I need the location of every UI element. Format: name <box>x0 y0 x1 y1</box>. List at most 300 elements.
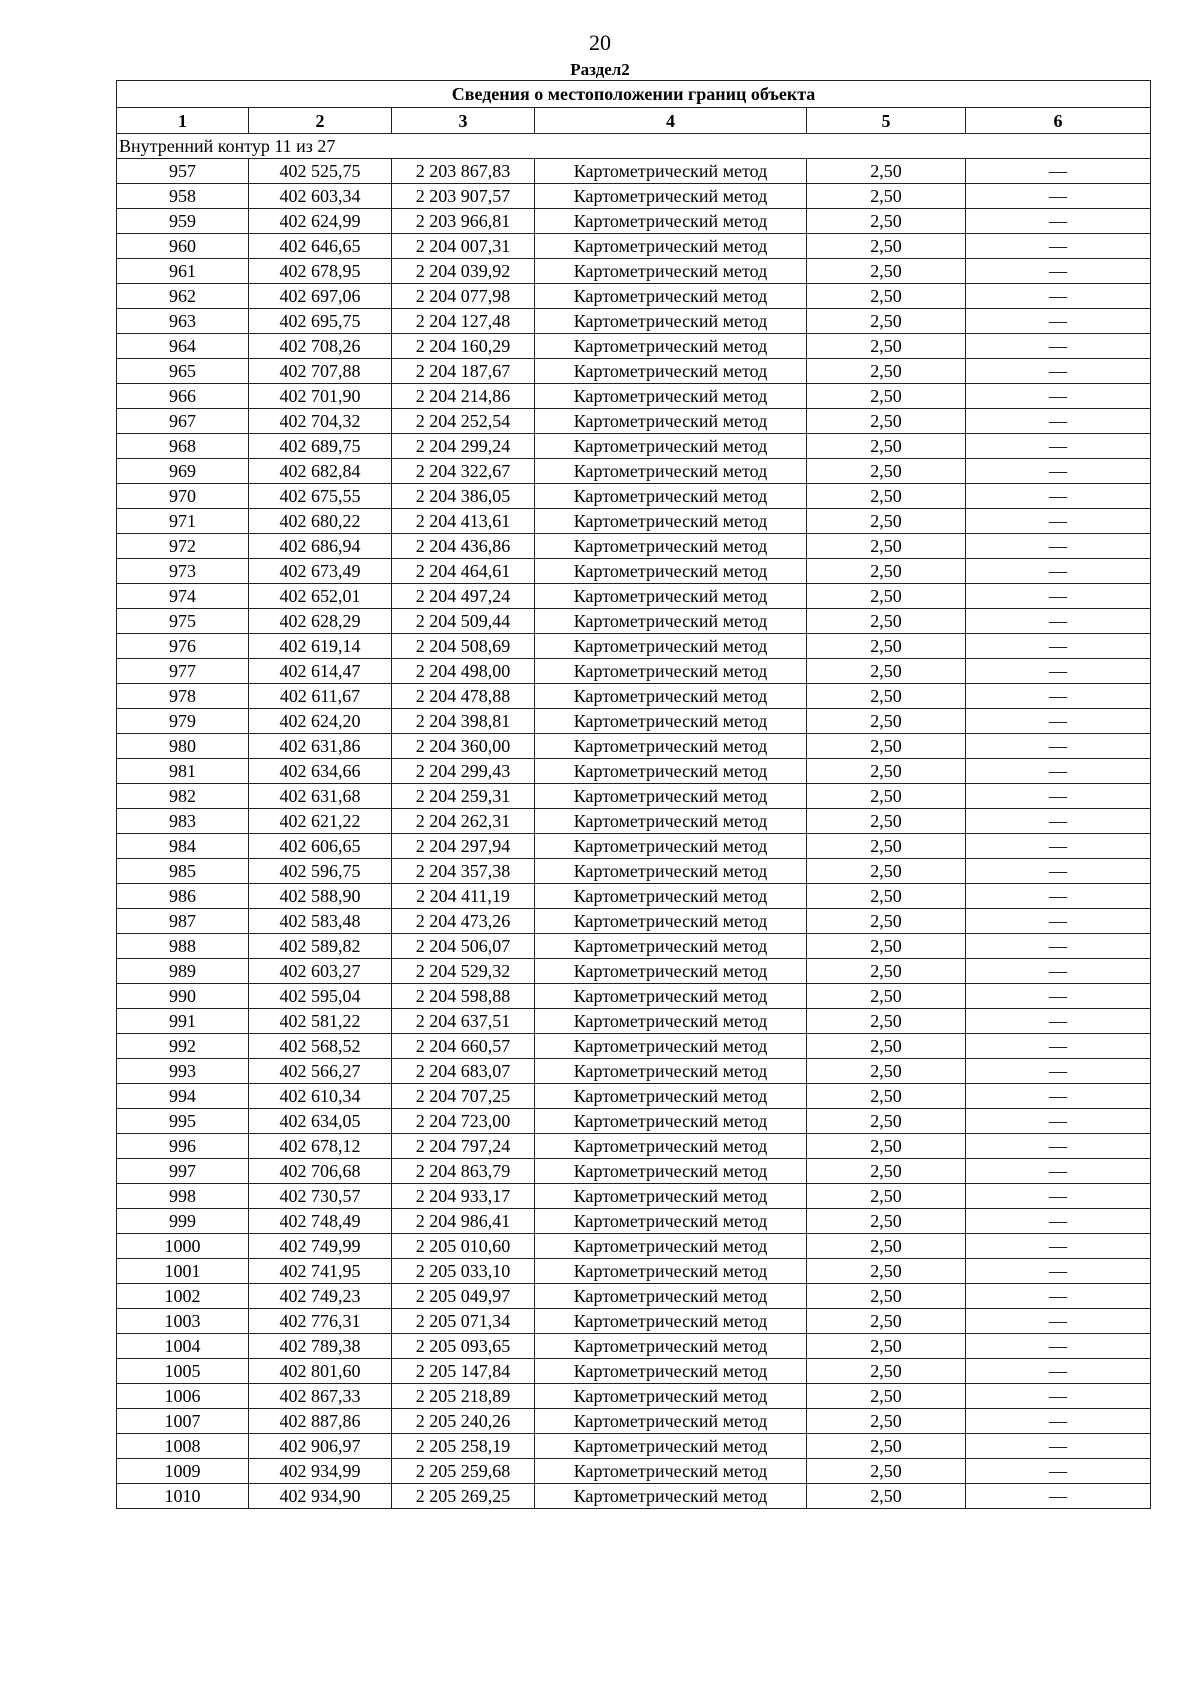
description: — <box>966 784 1151 809</box>
coordinate-y: 2 204 473,26 <box>392 909 535 934</box>
point-number: 993 <box>117 1059 249 1084</box>
coordinate-x: 402 701,90 <box>249 384 392 409</box>
accuracy-value: 2,50 <box>807 759 966 784</box>
table-row <box>117 409 1151 434</box>
coordinate-x: 402 678,95 <box>249 259 392 284</box>
coordinate-x: 402 611,67 <box>249 684 392 709</box>
coordinate-x: 402 624,99 <box>249 209 392 234</box>
table-row <box>117 884 1151 909</box>
accuracy-value: 2,50 <box>807 259 966 284</box>
table-row <box>117 1134 1151 1159</box>
determination-method: Картометрический метод <box>535 409 807 434</box>
accuracy-value: 2,50 <box>807 1234 966 1259</box>
table-row <box>117 1259 1151 1284</box>
accuracy-value: 2,50 <box>807 859 966 884</box>
point-number: 974 <box>117 584 249 609</box>
page-number: 20 <box>589 30 611 55</box>
point-number: 998 <box>117 1184 249 1209</box>
coordinate-y: 2 204 509,44 <box>392 609 535 634</box>
accuracy-value: 2,50 <box>807 634 966 659</box>
coordinate-x: 402 748,49 <box>249 1209 392 1234</box>
determination-method: Картометрический метод <box>535 809 807 834</box>
table-row <box>117 784 1151 809</box>
table-row <box>117 1434 1151 1459</box>
description: — <box>966 1284 1151 1309</box>
coordinate-y: 2 204 598,88 <box>392 984 535 1009</box>
description: — <box>966 209 1151 234</box>
coordinate-y: 2 204 259,31 <box>392 784 535 809</box>
table-row <box>117 259 1151 284</box>
point-number: 960 <box>117 234 249 259</box>
determination-method: Картометрический метод <box>535 934 807 959</box>
determination-method: Картометрический метод <box>535 184 807 209</box>
coordinate-y: 2 204 986,41 <box>392 1209 535 1234</box>
coordinate-y: 2 204 297,94 <box>392 834 535 859</box>
table-title-row <box>117 81 1151 108</box>
description: — <box>966 684 1151 709</box>
point-number: 989 <box>117 959 249 984</box>
table-row <box>117 284 1151 309</box>
column-number: 4 <box>535 108 807 134</box>
point-number: 965 <box>117 359 249 384</box>
point-number: 1004 <box>117 1334 249 1359</box>
coordinate-x: 402 697,06 <box>249 284 392 309</box>
coordinate-x: 402 634,05 <box>249 1109 392 1134</box>
table-row <box>117 934 1151 959</box>
coordinate-y: 2 205 240,26 <box>392 1409 535 1434</box>
coordinate-y: 2 204 127,48 <box>392 309 535 334</box>
accuracy-value: 2,50 <box>807 609 966 634</box>
table-row <box>117 1309 1151 1334</box>
point-number: 995 <box>117 1109 249 1134</box>
description: — <box>966 1459 1151 1484</box>
accuracy-value: 2,50 <box>807 1084 966 1109</box>
description: — <box>966 309 1151 334</box>
table-row <box>117 1159 1151 1184</box>
coordinate-y: 2 204 160,29 <box>392 334 535 359</box>
determination-method: Картометрический метод <box>535 209 807 234</box>
accuracy-value: 2,50 <box>807 1009 966 1034</box>
coordinate-x: 402 706,68 <box>249 1159 392 1184</box>
table-row <box>117 384 1151 409</box>
point-number: 976 <box>117 634 249 659</box>
accuracy-value: 2,50 <box>807 209 966 234</box>
determination-method: Картометрический метод <box>535 1009 807 1034</box>
determination-method: Картометрический метод <box>535 384 807 409</box>
point-number: 968 <box>117 434 249 459</box>
point-number: 957 <box>117 159 249 184</box>
determination-method: Картометрический метод <box>535 509 807 534</box>
description: — <box>966 1309 1151 1334</box>
point-number: 1003 <box>117 1309 249 1334</box>
table-row <box>117 634 1151 659</box>
coordinate-x: 402 730,57 <box>249 1184 392 1209</box>
description: — <box>966 634 1151 659</box>
determination-method: Картометрический метод <box>535 434 807 459</box>
accuracy-value: 2,50 <box>807 784 966 809</box>
accuracy-value: 2,50 <box>807 734 966 759</box>
point-number: 977 <box>117 659 249 684</box>
determination-method: Картометрический метод <box>535 1259 807 1284</box>
coordinate-y: 2 205 093,65 <box>392 1334 535 1359</box>
coordinate-y: 2 204 299,43 <box>392 759 535 784</box>
accuracy-value: 2,50 <box>807 909 966 934</box>
point-number: 982 <box>117 784 249 809</box>
table-row <box>117 359 1151 384</box>
point-number: 988 <box>117 934 249 959</box>
determination-method: Картометрический метод <box>535 984 807 1009</box>
point-number: 991 <box>117 1009 249 1034</box>
table-row <box>117 684 1151 709</box>
description: — <box>966 959 1151 984</box>
coordinate-y: 2 204 529,32 <box>392 959 535 984</box>
accuracy-value: 2,50 <box>807 934 966 959</box>
accuracy-value: 2,50 <box>807 1209 966 1234</box>
description: — <box>966 659 1151 684</box>
description: — <box>966 934 1151 959</box>
description: — <box>966 259 1151 284</box>
accuracy-value: 2,50 <box>807 684 966 709</box>
accuracy-value: 2,50 <box>807 509 966 534</box>
coordinate-y: 2 204 436,86 <box>392 534 535 559</box>
table-row <box>117 1334 1151 1359</box>
description: — <box>966 1409 1151 1434</box>
coordinate-y: 2 205 071,34 <box>392 1309 535 1334</box>
accuracy-value: 2,50 <box>807 1434 966 1459</box>
point-number: 981 <box>117 759 249 784</box>
table-row <box>117 1059 1151 1084</box>
determination-method: Картометрический метод <box>535 1459 807 1484</box>
determination-method: Картометрический метод <box>535 484 807 509</box>
point-number: 987 <box>117 909 249 934</box>
accuracy-value: 2,50 <box>807 959 966 984</box>
accuracy-value: 2,50 <box>807 1459 966 1484</box>
determination-method: Картометрический метод <box>535 909 807 934</box>
point-number: 986 <box>117 884 249 909</box>
description: — <box>966 284 1151 309</box>
determination-method: Картометрический метод <box>535 1334 807 1359</box>
determination-method: Картометрический метод <box>535 884 807 909</box>
coordinate-y: 2 205 033,10 <box>392 1259 535 1284</box>
point-number: 1002 <box>117 1284 249 1309</box>
table-row <box>117 759 1151 784</box>
table-row <box>117 1359 1151 1384</box>
coordinate-x: 402 603,34 <box>249 184 392 209</box>
determination-method: Картометрический метод <box>535 659 807 684</box>
accuracy-value: 2,50 <box>807 384 966 409</box>
coordinate-y: 2 204 683,07 <box>392 1059 535 1084</box>
determination-method: Картометрический метод <box>535 859 807 884</box>
table-header <box>117 81 1151 134</box>
coordinate-y: 2 204 398,81 <box>392 709 535 734</box>
accuracy-value: 2,50 <box>807 1309 966 1334</box>
determination-method: Картометрический метод <box>535 1084 807 1109</box>
coordinate-x: 402 675,55 <box>249 484 392 509</box>
coordinate-y: 2 204 214,86 <box>392 384 535 409</box>
table-row <box>117 209 1151 234</box>
point-number: 970 <box>117 484 249 509</box>
column-number: 5 <box>807 108 966 134</box>
coordinate-y: 2 203 867,83 <box>392 159 535 184</box>
table-row <box>117 984 1151 1009</box>
description: — <box>966 1109 1151 1134</box>
determination-method: Картометрический метод <box>535 1134 807 1159</box>
coordinate-x: 402 789,38 <box>249 1334 392 1359</box>
coordinate-y: 2 204 497,24 <box>392 584 535 609</box>
description: — <box>966 1384 1151 1409</box>
accuracy-value: 2,50 <box>807 1334 966 1359</box>
table-row <box>117 309 1151 334</box>
coordinate-x: 402 678,12 <box>249 1134 392 1159</box>
description: — <box>966 709 1151 734</box>
description: — <box>966 184 1151 209</box>
determination-method: Картометрический метод <box>535 1409 807 1434</box>
determination-method: Картометрический метод <box>535 1159 807 1184</box>
coordinate-y: 2 204 660,57 <box>392 1034 535 1059</box>
determination-method: Картометрический метод <box>535 1484 807 1509</box>
accuracy-value: 2,50 <box>807 1059 966 1084</box>
accuracy-value: 2,50 <box>807 1484 966 1509</box>
description: — <box>966 809 1151 834</box>
description: — <box>966 1234 1151 1259</box>
point-number: 985 <box>117 859 249 884</box>
column-number-row <box>117 108 1151 134</box>
description: — <box>966 409 1151 434</box>
description: — <box>966 359 1151 384</box>
description: — <box>966 584 1151 609</box>
table-row <box>117 534 1151 559</box>
point-number: 958 <box>117 184 249 209</box>
accuracy-value: 2,50 <box>807 184 966 209</box>
description: — <box>966 1434 1151 1459</box>
table-row <box>117 1284 1151 1309</box>
point-number: 969 <box>117 459 249 484</box>
description: — <box>966 734 1151 759</box>
point-number: 1010 <box>117 1484 249 1509</box>
description: — <box>966 859 1151 884</box>
coordinate-x: 402 631,86 <box>249 734 392 759</box>
point-number: 975 <box>117 609 249 634</box>
coordinate-x: 402 619,14 <box>249 634 392 659</box>
accuracy-value: 2,50 <box>807 984 966 1009</box>
table-row <box>117 159 1151 184</box>
description: — <box>966 484 1151 509</box>
accuracy-value: 2,50 <box>807 359 966 384</box>
determination-method: Картометрический метод <box>535 684 807 709</box>
point-number: 964 <box>117 334 249 359</box>
coordinate-x: 402 934,90 <box>249 1484 392 1509</box>
description: — <box>966 509 1151 534</box>
description: — <box>966 459 1151 484</box>
coordinate-x: 402 610,34 <box>249 1084 392 1109</box>
point-number: 994 <box>117 1084 249 1109</box>
table-row <box>117 1384 1151 1409</box>
table-row <box>117 734 1151 759</box>
coordinate-x: 402 614,47 <box>249 659 392 684</box>
point-number: 996 <box>117 1134 249 1159</box>
coordinate-y: 2 204 498,00 <box>392 659 535 684</box>
coordinate-x: 402 589,82 <box>249 934 392 959</box>
accuracy-value: 2,50 <box>807 309 966 334</box>
point-number: 963 <box>117 309 249 334</box>
table-row <box>117 834 1151 859</box>
coordinate-x: 402 776,31 <box>249 1309 392 1334</box>
determination-method: Картометрический метод <box>535 634 807 659</box>
description: — <box>966 1359 1151 1384</box>
point-number: 983 <box>117 809 249 834</box>
table-row <box>117 609 1151 634</box>
description: — <box>966 1009 1151 1034</box>
column-number: 3 <box>392 108 535 134</box>
point-number: 1009 <box>117 1459 249 1484</box>
determination-method: Картометрический метод <box>535 334 807 359</box>
description: — <box>966 434 1151 459</box>
accuracy-value: 2,50 <box>807 1034 966 1059</box>
determination-method: Картометрический метод <box>535 309 807 334</box>
point-number: 961 <box>117 259 249 284</box>
description: — <box>966 1209 1151 1234</box>
coordinate-y: 2 203 966,81 <box>392 209 535 234</box>
accuracy-value: 2,50 <box>807 409 966 434</box>
description: — <box>966 1134 1151 1159</box>
coordinate-y: 2 204 411,19 <box>392 884 535 909</box>
boundary-coordinates-table <box>116 80 1151 1509</box>
determination-method: Картометрический метод <box>535 1209 807 1234</box>
point-number: 967 <box>117 409 249 434</box>
table-row <box>117 1109 1151 1134</box>
coordinate-x: 402 741,95 <box>249 1259 392 1284</box>
coordinate-x: 402 595,04 <box>249 984 392 1009</box>
coordinate-x: 402 621,22 <box>249 809 392 834</box>
coordinate-y: 2 204 357,38 <box>392 859 535 884</box>
determination-method: Картометрический метод <box>535 709 807 734</box>
accuracy-value: 2,50 <box>807 1384 966 1409</box>
determination-method: Картометрический метод <box>535 734 807 759</box>
point-number: 990 <box>117 984 249 1009</box>
accuracy-value: 2,50 <box>807 809 966 834</box>
coordinate-y: 2 205 049,97 <box>392 1284 535 1309</box>
coordinate-y: 2 204 478,88 <box>392 684 535 709</box>
coordinate-y: 2 205 258,19 <box>392 1434 535 1459</box>
contour-row <box>117 134 1151 159</box>
table-row <box>117 1234 1151 1259</box>
determination-method: Картометрический метод <box>535 759 807 784</box>
description: — <box>966 1484 1151 1509</box>
coordinate-y: 2 205 269,25 <box>392 1484 535 1509</box>
description: — <box>966 609 1151 634</box>
point-number: 972 <box>117 534 249 559</box>
point-number: 978 <box>117 684 249 709</box>
point-number: 1001 <box>117 1259 249 1284</box>
table-body <box>117 134 1151 1509</box>
determination-method: Картометрический метод <box>535 259 807 284</box>
table-row <box>117 1184 1151 1209</box>
determination-method: Картометрический метод <box>535 284 807 309</box>
table-row <box>117 1484 1151 1509</box>
accuracy-value: 2,50 <box>807 284 966 309</box>
point-number: 1008 <box>117 1434 249 1459</box>
coordinate-x: 402 631,68 <box>249 784 392 809</box>
coordinate-x: 402 566,27 <box>249 1059 392 1084</box>
coordinate-x: 402 596,75 <box>249 859 392 884</box>
coordinate-x: 402 695,75 <box>249 309 392 334</box>
coordinate-y: 2 204 933,17 <box>392 1184 535 1209</box>
description: — <box>966 1059 1151 1084</box>
accuracy-value: 2,50 <box>807 884 966 909</box>
table-row <box>117 1084 1151 1109</box>
description: — <box>966 559 1151 584</box>
coordinate-y: 2 204 723,00 <box>392 1109 535 1134</box>
coordinate-x: 402 646,65 <box>249 234 392 259</box>
determination-method: Картометрический метод <box>535 1359 807 1384</box>
column-number: 6 <box>966 108 1151 134</box>
point-number: 962 <box>117 284 249 309</box>
coordinate-y: 2 204 413,61 <box>392 509 535 534</box>
coordinate-y: 2 205 147,84 <box>392 1359 535 1384</box>
point-number: 973 <box>117 559 249 584</box>
determination-method: Картометрический метод <box>535 1184 807 1209</box>
coordinate-y: 2 205 218,89 <box>392 1384 535 1409</box>
determination-method: Картометрический метод <box>535 559 807 584</box>
coordinate-y: 2 204 863,79 <box>392 1159 535 1184</box>
description: — <box>966 159 1151 184</box>
accuracy-value: 2,50 <box>807 159 966 184</box>
coordinate-x: 402 583,48 <box>249 909 392 934</box>
coordinate-x: 402 704,32 <box>249 409 392 434</box>
coordinate-y: 2 204 187,67 <box>392 359 535 384</box>
accuracy-value: 2,50 <box>807 234 966 259</box>
coordinate-y: 2 204 252,54 <box>392 409 535 434</box>
determination-method: Картометрический метод <box>535 959 807 984</box>
determination-method: Картометрический метод <box>535 1384 807 1409</box>
table-title: Сведения о местоположении границ объекта <box>117 81 1151 108</box>
table-row <box>117 509 1151 534</box>
coordinate-y: 2 204 386,05 <box>392 484 535 509</box>
description: — <box>966 334 1151 359</box>
accuracy-value: 2,50 <box>807 459 966 484</box>
determination-method: Картометрический метод <box>535 1059 807 1084</box>
coordinate-y: 2 203 907,57 <box>392 184 535 209</box>
determination-method: Картометрический метод <box>535 834 807 859</box>
point-number: 971 <box>117 509 249 534</box>
table-row <box>117 434 1151 459</box>
point-number: 1007 <box>117 1409 249 1434</box>
column-number: 1 <box>117 108 249 134</box>
point-number: 997 <box>117 1159 249 1184</box>
coordinate-y: 2 204 299,24 <box>392 434 535 459</box>
description: — <box>966 984 1151 1009</box>
table-row <box>117 334 1151 359</box>
table-row <box>117 234 1151 259</box>
coordinate-x: 402 628,29 <box>249 609 392 634</box>
determination-method: Картометрический метод <box>535 359 807 384</box>
determination-method: Картометрический метод <box>535 1109 807 1134</box>
section-title: Раздел2 <box>570 60 630 79</box>
column-number: 2 <box>249 108 392 134</box>
accuracy-value: 2,50 <box>807 484 966 509</box>
coordinate-y: 2 204 506,07 <box>392 934 535 959</box>
coordinate-y: 2 204 360,00 <box>392 734 535 759</box>
determination-method: Картометрический метод <box>535 784 807 809</box>
accuracy-value: 2,50 <box>807 834 966 859</box>
accuracy-value: 2,50 <box>807 1259 966 1284</box>
coordinate-x: 402 581,22 <box>249 1009 392 1034</box>
accuracy-value: 2,50 <box>807 584 966 609</box>
coordinate-x: 402 708,26 <box>249 334 392 359</box>
accuracy-value: 2,50 <box>807 1359 966 1384</box>
coordinate-x: 402 707,88 <box>249 359 392 384</box>
determination-method: Картометрический метод <box>535 1284 807 1309</box>
